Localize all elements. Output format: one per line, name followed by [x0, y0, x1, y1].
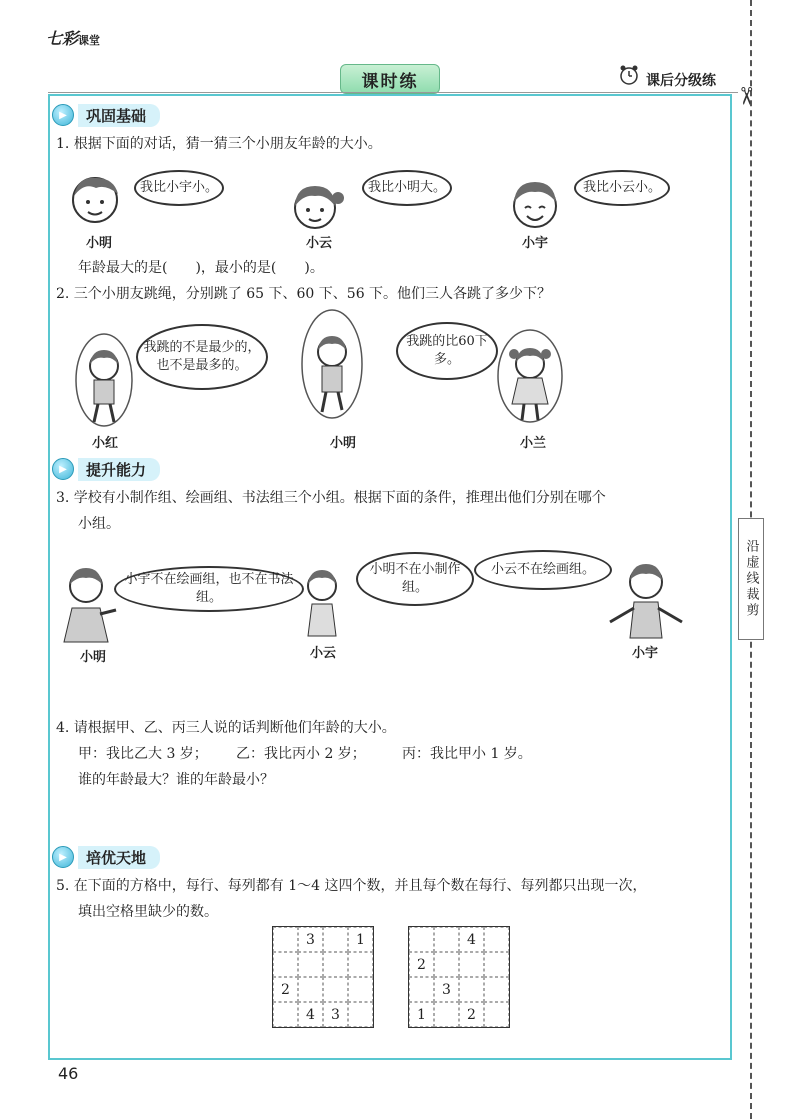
girl-xiaoyun-illustration — [286, 178, 344, 236]
question-3-line1: 3. 学校有小制作组、绘画组、书法组三个小组。根据下面的条件，推理出他们分别在哪个 — [56, 490, 606, 506]
boy-xiaoming-jumping-illustration — [298, 306, 366, 430]
grid-cell[interactable]: 3 — [434, 977, 459, 1002]
grid-cell[interactable]: 2 — [409, 952, 434, 977]
grid-cell[interactable] — [348, 977, 373, 1002]
speech-bubble: 我跳的不是最少的，也不是最多的。 — [136, 324, 268, 390]
girl-xiaoyun-standing-illustration — [294, 566, 350, 640]
number-grid-1 — [272, 926, 374, 1028]
cut-guide-label: 沿虚线裁剪 — [738, 518, 764, 640]
grid-cell[interactable] — [434, 952, 459, 977]
speech-bubble: 我比小云小。 — [574, 170, 670, 206]
grid-cell[interactable]: 4 — [298, 1002, 323, 1027]
grid-cell[interactable] — [348, 1002, 373, 1027]
play-icon: ▶ — [52, 104, 74, 126]
header-subtitle: 课后分级练 — [646, 73, 716, 89]
grid-cell[interactable] — [323, 927, 348, 952]
kid-name: 小宇 — [522, 236, 549, 251]
grid-cell[interactable]: 4 — [459, 927, 484, 952]
kid-name: 小明 — [80, 650, 107, 665]
kid-name: 小宇 — [632, 646, 659, 661]
question-3-line2: 小组。 — [78, 516, 120, 532]
page-number: 46 — [58, 1064, 79, 1083]
speech-bubble: 小云不在绘画组。 — [474, 550, 612, 590]
question-2-text: 2. 三个小朋友跳绳，分别跳了 65 下、60 下、56 下。他们三人各跳了多少下？ — [56, 286, 552, 302]
question-5-line2: 填出空格里缺少的数。 — [78, 904, 218, 920]
question-1-text: 1. 根据下面的对话，猜一猜三个小朋友年龄的大小。 — [56, 136, 382, 152]
speech-bubble: 我比小宇小。 — [134, 170, 224, 206]
grid-cell[interactable] — [409, 977, 434, 1002]
boy-xiaoyu-arms-open-illustration — [604, 560, 688, 640]
grid-cell[interactable] — [434, 1002, 459, 1027]
grid-cell[interactable] — [348, 952, 373, 977]
scissors-icon: ✂ — [732, 85, 761, 107]
grid-cell[interactable]: 3 — [298, 927, 323, 952]
question-5-line1: 5. 在下面的方格中，每行、每列都有 1～4 这四个数，并且每个数在每行、每列都只出现一次， — [56, 878, 647, 894]
boy-xiaoyu-illustration — [506, 176, 564, 234]
section-consolidate: ▶ 巩固基础 — [52, 104, 160, 126]
grid-cell[interactable] — [484, 977, 509, 1002]
grid-cell[interactable] — [409, 927, 434, 952]
play-icon: ▶ — [52, 458, 74, 480]
question-4-text: 4. 请根据甲、乙、丙三人说的话判断他们年龄的大小。 — [56, 720, 396, 736]
grid-cell[interactable]: 2 — [459, 1002, 484, 1027]
grid-cell[interactable]: 3 — [323, 1002, 348, 1027]
number-grid-2 — [408, 926, 510, 1028]
question-4-ask: 谁的年龄最大？谁的年龄最小？ — [78, 772, 274, 788]
boy-xiaoming-pointing-illustration — [54, 562, 118, 646]
brand-logo: 七彩课堂 — [46, 29, 101, 48]
grid-cell[interactable] — [273, 952, 298, 977]
kid-name: 小明 — [86, 236, 113, 251]
grid-cell[interactable] — [298, 952, 323, 977]
grid-cell[interactable] — [484, 927, 509, 952]
grid-cell[interactable] — [273, 1002, 298, 1027]
boy-xiaoming-illustration — [66, 170, 124, 228]
speech-bubble: 小明不在小制作组。 — [356, 552, 474, 606]
grid-cell[interactable] — [434, 927, 459, 952]
page-title: 课时练 — [340, 64, 440, 94]
grid-cell[interactable] — [298, 977, 323, 1002]
grid-cell[interactable] — [273, 927, 298, 952]
question-1-answer: 年龄最大的是( )，最小的是( )。 — [78, 260, 324, 276]
grid-cell[interactable]: 1 — [409, 1002, 434, 1027]
grid-cell[interactable] — [484, 952, 509, 977]
section-improve: ▶ 提升能力 — [52, 458, 160, 480]
grid-cell[interactable]: 1 — [348, 927, 373, 952]
statement-bing: 丙：我比甲小 1 岁。 — [402, 746, 532, 762]
section-excellence: ▶ 培优天地 — [52, 846, 160, 868]
kid-name: 小红 — [92, 436, 119, 451]
speech-bubble: 小宇不在绘画组，也不在书法组。 — [114, 566, 304, 612]
kid-name: 小云 — [306, 236, 333, 251]
girl-xiaolan-jumping-illustration — [494, 326, 566, 428]
grid-cell[interactable] — [323, 952, 348, 977]
kid-name: 小云 — [310, 646, 337, 661]
kid-name: 小兰 — [520, 436, 547, 451]
statement-yi: 乙：我比丙小 2 岁； — [236, 746, 366, 762]
kid-name: 小明 — [330, 436, 357, 451]
grid-cell[interactable]: 2 — [273, 977, 298, 1002]
grid-cell[interactable] — [484, 1002, 509, 1027]
alarm-clock-icon — [618, 64, 640, 86]
grid-cell[interactable] — [459, 952, 484, 977]
speech-bubble: 我比小明大。 — [362, 170, 452, 206]
speech-bubble: 我跳的比60下多。 — [396, 322, 498, 380]
header-divider — [48, 92, 738, 93]
statement-jia: 甲：我比乙大 3 岁； — [78, 746, 208, 762]
play-icon: ▶ — [52, 846, 74, 868]
grid-cell[interactable] — [459, 977, 484, 1002]
grid-cell[interactable] — [323, 977, 348, 1002]
girl-xiaohong-jumping-illustration — [72, 330, 136, 430]
